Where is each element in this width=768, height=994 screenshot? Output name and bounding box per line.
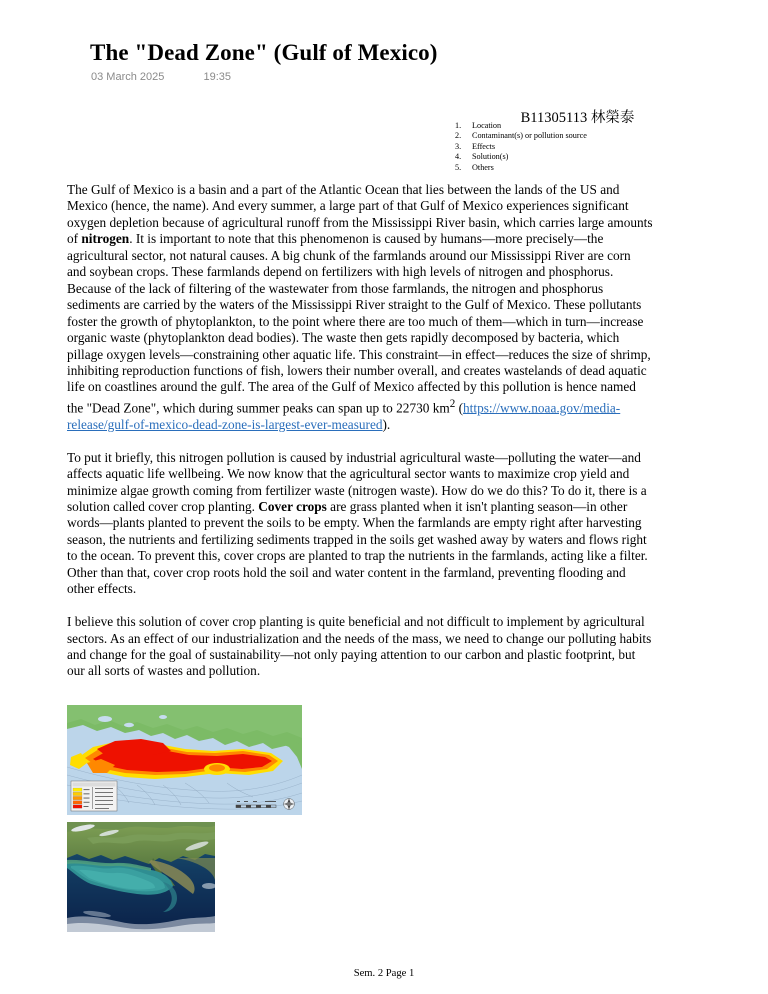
list-item xyxy=(455,152,587,162)
author-id-name: B11305113 林榮泰 xyxy=(520,110,635,126)
list-item-label: Others xyxy=(472,162,494,172)
p2-bold-cover-crops: Cover crops xyxy=(258,498,327,514)
list-item-number: 4. xyxy=(455,152,462,162)
document-date: 03 March 2025 xyxy=(91,71,165,83)
document-time: 19:35 xyxy=(203,71,231,83)
map-legend xyxy=(71,781,117,811)
p2-text-a: To put it briefly, this nitrogen pollution is caused by industrial agricultural waste—polluting the water—and affects aquatic life wellbeing. We now know that the agricultural sector wants to maximize crop yield and minimize algae growth coming from fertilizer waste (nitrogen waste). How do we do this? To do it, there is a solution called cover crop planting. xyxy=(67,449,647,514)
p1-text-d: ). xyxy=(382,416,391,432)
p1-text-b: . It is important to note that this phenomenon is caused by humans—more precisely—the agricultural sector, not natural causes. A big chunk of the farmlands around our Mississippi River are corn and soybean crops. These farmlands depend on fertilizers with high levels of nitrogen and phosphorus. Because of the lack of filtering of the wastewater from those farmlands, the nitrogen and phosphorus sediments are carried by the waters of the Mississippi River straight to the Gulf of Mexico. These pollutants foster the growth of phytoplankton, to the point where there are too much of them—which in turn—increase organic waste (phytoplankton dead bodies). The waste then gets rapidly decomposed by bacteria, which pillage oxygen levels—constraining other aquatic life. This constraint—in effect—reduces the size of shrimp, inhibiting reproduction functions of fish, lowers their number overall, and creates wastelands of dead aquatic life on coastlines around the gulf. The area of the Gulf of Mexico affected by this pollution is hence named the "Dead Zone", which during summer peaks can span up to 22730 km xyxy=(67,231,651,416)
noaa-source-link[interactable]: https://www.noaa.gov/media-release/gulf-of-mexico-dead-zone-is-largest-ever-measured xyxy=(67,400,621,432)
list-item-label: Effects xyxy=(472,141,496,151)
document-meta xyxy=(91,71,231,83)
body-column xyxy=(67,182,653,680)
list-item-number: 3. xyxy=(455,141,462,151)
list-item-number: 2. xyxy=(455,131,462,141)
list-item xyxy=(455,163,587,173)
paragraph-3: I believe this solution of cover crop planting is quite beneficial and not difficult to implement by agricultural sectors. As an effect of our industrialization and the needs of the mass, we need to change our polluting habits and change for the goal of sustainability—not only paying attention to our carbon and plastic footprint, but our all sorts of wastes and pollution. xyxy=(67,614,652,679)
compass-rose-icon xyxy=(284,798,295,809)
figure-gulf-hypoxia-map xyxy=(67,705,302,815)
list-item xyxy=(455,142,587,152)
list-item-label: Contaminant(s) or pollution source xyxy=(472,131,587,141)
list-item-label: Location xyxy=(472,121,502,130)
p1-bold-nitrogen: nitrogen xyxy=(81,231,130,247)
list-item-number: 1. xyxy=(455,121,462,130)
figure-gulf-satellite-photo xyxy=(67,822,215,932)
p1-text-a: The Gulf of Mexico is a basin and a part of the Atlantic Ocean that lies between the lands of the US and Mexico (hence, the name). And every summer, a large part of that Gulf of Mexico experiences significant oxygen depletion because of agricultural runoff from the Mississippi River basin, which carries large amounts of xyxy=(67,182,653,247)
page-title: The "Dead Zone" (Gulf of Mexico) xyxy=(90,40,438,65)
page-footer: Sem. 2 Page 1 xyxy=(353,968,415,979)
paragraph-1 xyxy=(67,182,653,433)
p2-text-b: are grass planted when it isn't planting season—in other words—plants planted to prevent the soils to be empty. When the farmlands are empty right after harvesting season, the nutrients and fertilizing sediments trapped in the soils get washed away by waters and flows right to the ocean. To prevent this, cover crops are planted to trap the nutrients in the farmlands, acting like a filter. Other than that, cover crop roots hold the soil and water content in the farmland, preventing flooding and other effects. xyxy=(67,498,648,597)
satellite-photo-graphic xyxy=(67,822,215,932)
p1-superscript-squared: 2 xyxy=(449,397,456,410)
hypoxia-map-graphic xyxy=(67,705,302,815)
list-item xyxy=(455,121,587,131)
outline-list xyxy=(455,121,587,173)
list-item-label: Solution(s) xyxy=(472,152,509,162)
p1-text-c: ( xyxy=(455,400,464,416)
paragraph-2 xyxy=(67,450,653,598)
list-item xyxy=(455,131,587,141)
list-item-number: 5. xyxy=(455,162,462,172)
